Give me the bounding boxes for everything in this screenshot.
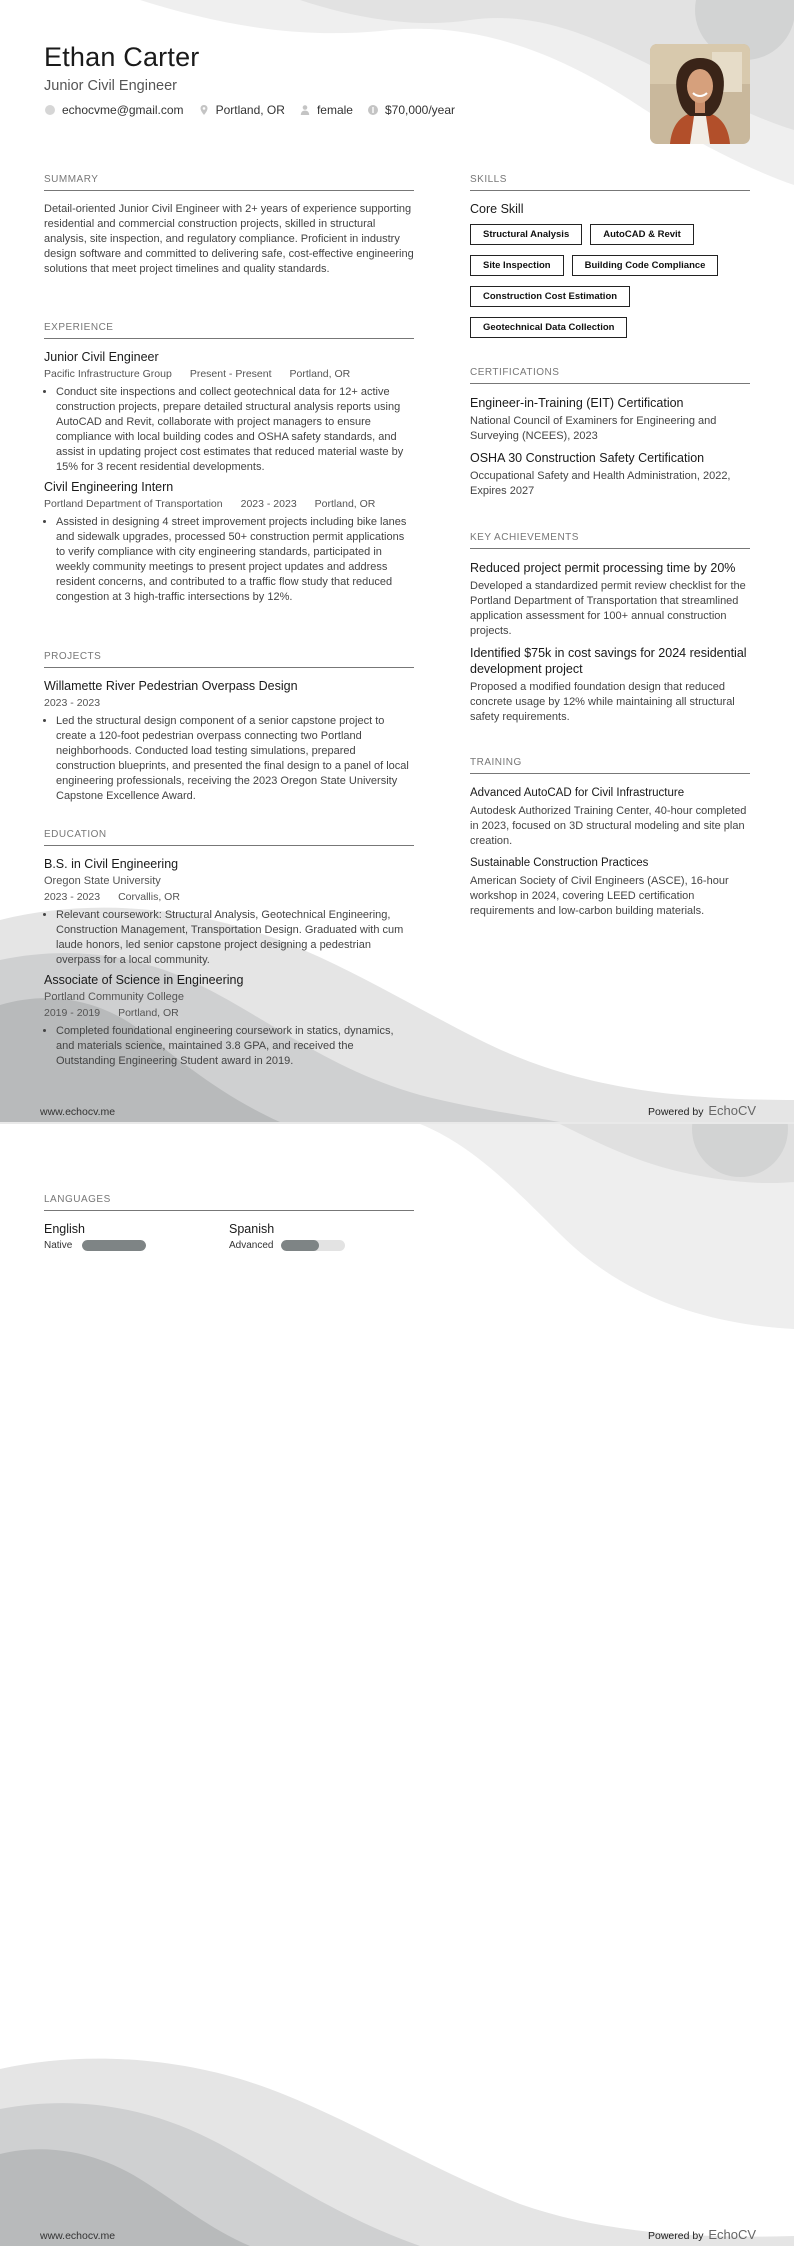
experience-dates: 2023 - 2023 xyxy=(240,498,297,510)
salary-icon xyxy=(367,104,379,116)
achievements-heading: KEY ACHIEVEMENTS xyxy=(470,532,750,549)
experience-bullet: • Conduct site inspections and collect geotechnical data for 12+ active construction projects, prepare detailed structural analysis reports using AutoCAD and Revit, collaborate with project managers to ensure compliance with local building codes and OSHA safety standards, and assist in updating project cost estimates that reduced material waste by 15% for 3 recent residential developments. xyxy=(56,385,414,475)
projects-heading: PROJECTS xyxy=(44,651,414,668)
experience-dates: Present - Present xyxy=(189,368,272,380)
language-name: English xyxy=(44,1222,85,1236)
person-icon xyxy=(299,104,311,116)
project-meta xyxy=(44,696,414,711)
education-heading: EDUCATION xyxy=(44,829,414,846)
training-detail: Autodesk Authorized Training Center, 40-hour completed in 2023, focused on 3D structural modeling and site plan creation. xyxy=(470,805,747,847)
certification-item xyxy=(470,450,750,499)
experience-org: Portland Department of Transportation xyxy=(44,498,223,510)
education-bullet: • Relevant coursework: Structural Analysis, Geotechnical Engineering, Construction Management, Transportation Design. Graduated with cum laude honors, led senior capstone project designing a pedestrian overpass for a local community. xyxy=(56,908,414,968)
achievement-detail: Developed a standardized permit review checklist for the Portland Department of Transportation that streamlined application assessment for 100+ annual construction projects. xyxy=(470,580,746,637)
language-proficiency-fill xyxy=(82,1240,146,1251)
education-school: Oregon State University xyxy=(44,875,161,887)
candidate-name: Ethan Carter xyxy=(44,42,200,72)
projects-section xyxy=(44,651,414,804)
experience-bullet: • Assisted in designing 4 street improvement projects including bike lanes and sidewalk upgrades, processed 50+ construction permit applications to verify compliance with city engineering standards, participated in weekly community meetings to present project updates and address resident concerns, and contributed to a traffic flow study that reduced congestion at 3 high-traffic intersections by 12%. xyxy=(56,515,414,605)
skill-tag: Geotechnical Data Collection xyxy=(470,317,627,338)
summary-heading: SUMMARY xyxy=(44,174,414,191)
training-detail: American Society of Civil Engineers (ASCE), 16-hour workshop in 2024, covering LEED certification requirements and low-carbon building materials. xyxy=(470,875,729,917)
language-name: Spanish xyxy=(229,1222,275,1236)
footer-powered-text: Powered by xyxy=(648,2230,704,2242)
language-level-row xyxy=(44,1240,229,1251)
contact-email xyxy=(44,103,184,117)
experience-role: Junior Civil Engineer xyxy=(44,350,159,364)
footer-powered xyxy=(648,1103,756,1118)
experience-meta xyxy=(44,497,414,512)
skill-tag: Structural Analysis xyxy=(470,224,582,245)
job-title: Junior Civil Engineer xyxy=(44,78,177,94)
education-location: Corvallis, OR xyxy=(118,891,180,903)
certifications-heading: CERTIFICATIONS xyxy=(470,367,750,384)
background-decoration xyxy=(0,1124,794,2246)
profile-photo xyxy=(650,44,750,144)
experience-heading: EXPERIENCE xyxy=(44,322,414,339)
language-proficiency-fill xyxy=(281,1240,319,1251)
footer-powered xyxy=(648,2227,756,2242)
project-dates: 2023 - 2023 xyxy=(44,697,101,709)
certification-name: Engineer-in-Training (EIT) Certification xyxy=(470,396,684,410)
experience-location: Portland, OR xyxy=(314,498,376,510)
footer-website[interactable]: www.echocv.me xyxy=(40,1106,116,1118)
contact-gender-text: female xyxy=(316,103,353,117)
contact-gender xyxy=(299,103,353,117)
language-item xyxy=(229,1222,414,1251)
footer-brand[interactable]: EchoCV xyxy=(708,2227,757,2242)
footer-brand[interactable]: EchoCV xyxy=(708,1103,757,1118)
certification-item xyxy=(470,395,750,444)
education-degree: Associate of Science in Engineering xyxy=(44,973,244,987)
skill-tag: AutoCAD & Revit xyxy=(590,224,694,245)
education-degree: B.S. in Civil Engineering xyxy=(44,857,179,871)
education-dates: 2023 - 2023 xyxy=(44,891,101,903)
training-name: Sustainable Construction Practices xyxy=(470,857,649,869)
skill-tag: Building Code Compliance xyxy=(572,255,719,276)
contact-location xyxy=(198,103,285,117)
education-item xyxy=(44,857,414,968)
skill-tag: Construction Cost Estimation xyxy=(470,286,630,307)
project-bullet: • Led the structural design component of a senior capstone project to create a 120-foot pedestrian overpass connecting two Portland neighborhoods. Conducted load testing simulations, prepared construction blueprints, and presented the final design to a panel of local engineering professionals, receiving the 2023 Oregon State University Capstone Excellence Award. xyxy=(56,714,414,804)
certification-detail: Occupational Safety and Health Administration, 2022, Expires 2027 xyxy=(470,470,731,497)
languages-list xyxy=(44,1222,414,1251)
contact-email-text: echocvme@gmail.com xyxy=(62,103,184,117)
achievement-name: Reduced project permit processing time by 20% xyxy=(470,561,736,575)
education-location: Portland, OR xyxy=(118,1007,179,1019)
experience-section xyxy=(44,322,414,605)
contact-row xyxy=(44,103,469,117)
resume-page-2 xyxy=(0,1124,794,2246)
language-proficiency-bar xyxy=(281,1240,345,1251)
training-section xyxy=(470,757,750,919)
experience-item xyxy=(44,480,414,605)
skills-heading: SKILLS xyxy=(470,174,750,191)
experience-meta xyxy=(44,367,414,382)
training-item xyxy=(470,785,750,849)
education-section xyxy=(44,829,414,1069)
achievement-item xyxy=(470,560,750,639)
experience-location: Portland, OR xyxy=(289,368,351,380)
education-bullet: • Completed foundational engineering coursework in statics, dynamics, and materials science, maintained 3.8 GPA, and received the Outstanding Engineering Student award in 2019. xyxy=(56,1024,414,1069)
education-dates: 2019 - 2019 xyxy=(44,1007,101,1019)
achievements-section xyxy=(470,532,750,725)
language-proficiency-bar xyxy=(82,1240,146,1251)
summary-text: Detail-oriented Junior Civil Engineer with 2+ years of experience supporting residential and commercial construction projects, skilled in structural analysis, site inspection, and regulatory compliance. Proficient in industry design software and committed to delivering safe, cost-effective engineering solutions that meet project timelines and quality standards. xyxy=(44,203,414,275)
skills-section xyxy=(470,174,750,348)
footer-powered-text: Powered by xyxy=(648,1106,704,1118)
summary-section xyxy=(44,174,414,277)
experience-role: Civil Engineering Intern xyxy=(44,480,174,494)
training-heading: TRAINING xyxy=(470,757,750,774)
education-school: Portland Community College xyxy=(44,991,185,1003)
skills-tags xyxy=(470,224,750,348)
education-meta xyxy=(44,890,414,905)
certification-detail: National Council of Examiners for Engineering and Surveying (NCEES), 2023 xyxy=(470,415,717,442)
skills-group-title: Core Skill xyxy=(470,202,524,216)
achievement-detail: Proposed a modified foundation design that reduced concrete usage by 12% while maintaining all structural safety requirements. xyxy=(470,681,735,723)
achievement-item xyxy=(470,645,750,725)
achievement-name: Identified $75k in cost savings for 2024 residential development project xyxy=(470,646,747,676)
certifications-section xyxy=(470,367,750,499)
training-item xyxy=(470,855,750,919)
project-name: Willamette River Pedestrian Overpass Design xyxy=(44,679,298,693)
certification-name: OSHA 30 Construction Safety Certification xyxy=(470,451,705,465)
email-icon xyxy=(44,104,56,116)
language-item xyxy=(44,1222,229,1251)
languages-section xyxy=(44,1194,414,1251)
skill-tag: Site Inspection xyxy=(470,255,564,276)
contact-salary xyxy=(367,103,455,117)
language-level: Advanced xyxy=(229,1240,274,1251)
experience-org: Pacific Infrastructure Group xyxy=(44,368,172,380)
contact-location-text: Portland, OR xyxy=(215,103,285,117)
language-level: Native xyxy=(44,1240,73,1251)
language-level-row xyxy=(229,1240,414,1251)
education-meta xyxy=(44,1006,414,1021)
languages-heading: LANGUAGES xyxy=(44,1194,414,1211)
training-name: Advanced AutoCAD for Civil Infrastructure xyxy=(470,787,685,799)
footer-website[interactable]: www.echocv.me xyxy=(40,2230,116,2242)
experience-item xyxy=(44,350,414,475)
education-item xyxy=(44,973,414,1069)
contact-salary-text: $70,000/year xyxy=(384,103,456,117)
resume-page-1 xyxy=(0,0,794,1122)
location-icon xyxy=(198,104,210,116)
